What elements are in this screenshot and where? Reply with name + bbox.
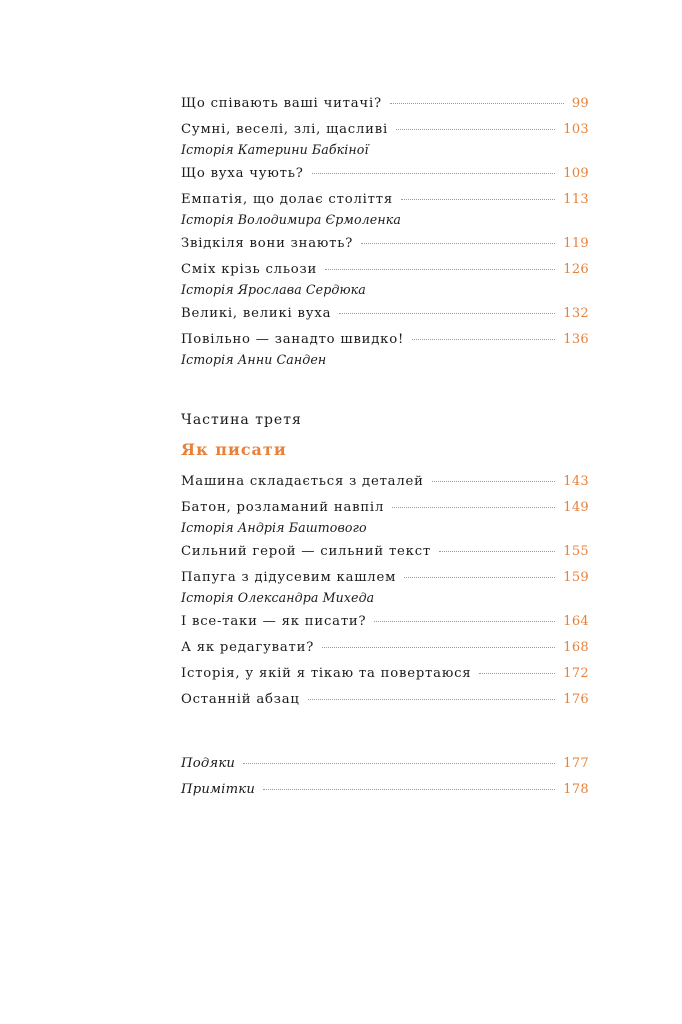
toc-entry-page: 149 (563, 500, 589, 515)
dot-leader (479, 673, 555, 674)
toc-entry[interactable] (181, 262, 589, 300)
toc-section-1 (181, 96, 589, 370)
dot-leader (361, 243, 555, 244)
dot-leader (322, 647, 555, 648)
table-of-contents (181, 96, 589, 808)
toc-entry-title: Сильний герой — сильний текст (181, 544, 431, 559)
toc-entry-title: Останній абзац (181, 692, 300, 707)
toc-entry-title: Сумні, веселі, злі, щасливі (181, 122, 388, 137)
dot-leader (308, 699, 556, 700)
dot-leader (401, 199, 555, 200)
toc-back-matter (181, 756, 589, 802)
toc-entry-subtitle: Історія Анни Санден (181, 352, 327, 367)
dot-leader (412, 339, 555, 340)
toc-entry-title: Що співають ваші читачі? (181, 96, 382, 111)
toc-entry-title: Подяки (181, 756, 236, 771)
dot-leader (263, 789, 555, 790)
toc-entry-page: 113 (563, 192, 589, 207)
toc-entry[interactable] (181, 236, 589, 256)
toc-entry-title: І все-таки — як писати? (181, 614, 367, 629)
toc-entry-title: Примітки (181, 782, 256, 797)
toc-entry[interactable] (181, 782, 589, 802)
dot-leader (325, 269, 555, 270)
dot-leader (396, 129, 555, 130)
dot-leader (374, 621, 555, 622)
toc-entry-title: Папуга з дідусевим кашлем (181, 570, 397, 585)
toc-entry-title: Великі, великі вуха (181, 306, 332, 321)
toc-entry-page: 155 (563, 544, 589, 559)
toc-entry-page: 109 (563, 166, 589, 181)
dot-leader (390, 103, 564, 104)
toc-entry[interactable] (181, 640, 589, 660)
toc-entry[interactable] (181, 122, 589, 160)
toc-entry-page: 172 (563, 666, 589, 681)
part-label: Частина третя (181, 412, 302, 428)
toc-entry-page: 177 (563, 756, 589, 771)
toc-entry-title: Сміх крізь сльози (181, 262, 318, 277)
toc-entry[interactable] (181, 332, 589, 370)
toc-entry[interactable] (181, 544, 589, 564)
dot-leader (392, 507, 555, 508)
toc-entry-page: 164 (563, 614, 589, 629)
toc-entry[interactable] (181, 570, 589, 608)
toc-entry-subtitle: Історія Володимира Єрмоленка (181, 212, 401, 227)
toc-section-part3 (181, 474, 589, 712)
toc-entry[interactable] (181, 192, 589, 230)
toc-entry-page: 143 (563, 474, 589, 489)
toc-entry-page: 103 (563, 122, 589, 137)
dot-leader (439, 551, 555, 552)
toc-entry-page: 132 (563, 306, 589, 321)
toc-entry-title: Емпатія, що долає століття (181, 192, 393, 207)
toc-entry-title: Повільно — занадто швидко! (181, 332, 405, 347)
toc-entry[interactable] (181, 96, 589, 116)
dot-leader (339, 313, 555, 314)
toc-entry-title: Звідкіля вони знають? (181, 236, 354, 251)
toc-entry-page: 126 (563, 262, 589, 277)
toc-entry-title: Історія, у якій я тікаю та повертаюся (181, 666, 472, 681)
part-title: Як писати (181, 440, 287, 459)
toc-entry-page: 159 (563, 570, 589, 585)
toc-entry[interactable] (181, 166, 589, 186)
toc-entry-subtitle: Історія Андрія Баштового (181, 520, 367, 535)
toc-entry-page: 168 (563, 640, 589, 655)
toc-entry-title: Що вуха чують? (181, 166, 304, 181)
dot-leader (243, 763, 555, 764)
toc-entry-subtitle: Історія Катерини Бабкіної (181, 142, 369, 157)
toc-entry[interactable] (181, 666, 589, 686)
toc-entry-page: 176 (563, 692, 589, 707)
toc-entry-subtitle: Історія Олександра Михеда (181, 590, 375, 605)
toc-entry-title: А як редагувати? (181, 640, 315, 655)
toc-entry[interactable] (181, 474, 589, 494)
toc-entry[interactable] (181, 756, 589, 776)
toc-entry-page: 99 (571, 96, 589, 111)
dot-leader (432, 481, 556, 482)
toc-entry-subtitle: Історія Ярослава Сердюка (181, 282, 366, 297)
toc-entry-page: 119 (563, 236, 589, 251)
toc-entry[interactable] (181, 500, 589, 538)
toc-entry-page: 178 (563, 782, 589, 797)
toc-entry[interactable] (181, 306, 589, 326)
dot-leader (312, 173, 556, 174)
dot-leader (404, 577, 555, 578)
toc-entry[interactable] (181, 692, 589, 712)
toc-entry-page: 136 (563, 332, 589, 347)
toc-entry-title: Батон, розламаний навпіл (181, 500, 385, 515)
toc-entry[interactable] (181, 614, 589, 634)
toc-entry-title: Машина складається з деталей (181, 474, 424, 489)
